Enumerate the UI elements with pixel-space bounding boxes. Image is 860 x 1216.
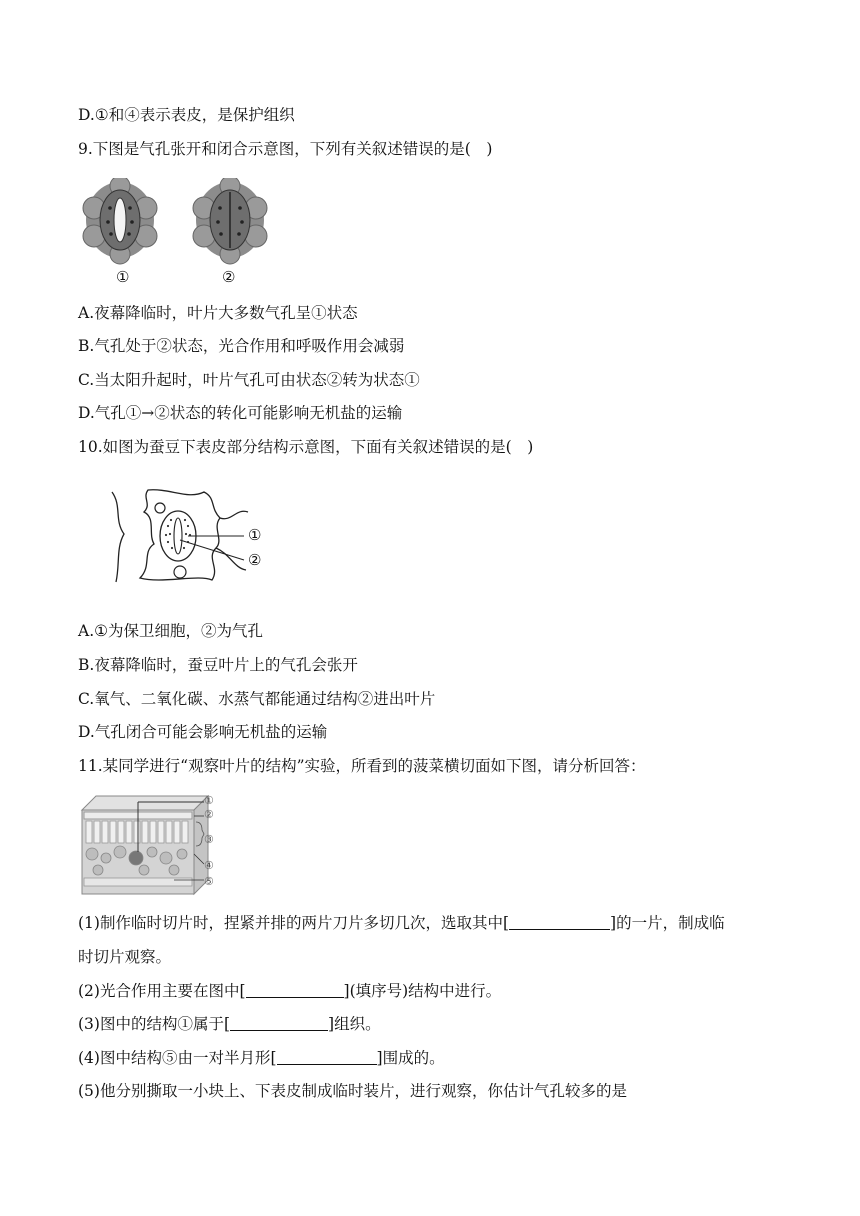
option-9b: B.气孔处于②状态，光合作用和呼吸作用会减弱 <box>78 337 405 355</box>
option-9d: D.气孔①→②状态的转化可能影响无机盐的运输 <box>78 404 403 422</box>
option-10a: A.①为保卫细胞，②为气孔 <box>78 622 264 640</box>
figure10-label-1: ① <box>248 526 262 544</box>
option-9a: A.夜幕降临时，叶片大多数气孔呈①状态 <box>78 304 358 322</box>
figure-leaf-cross-section <box>78 792 223 900</box>
stoma-closed-diagram <box>193 178 267 264</box>
figure11-label-2: ② <box>204 808 214 821</box>
answer-blank-4[interactable] <box>277 1049 377 1065</box>
stoma-open-diagram <box>83 178 157 264</box>
q11-1-prefix: (1)制作临时切片时，捏紧并排的两片刀片多切几次，选取其中[ <box>78 914 510 932</box>
figure11-label-1: ① <box>204 794 214 807</box>
option-10d: D.气孔闭合可能会影响无机盐的运输 <box>78 723 328 741</box>
answer-blank-3[interactable] <box>230 1015 328 1031</box>
q11-2-suffix: ](填序号)结构中进行。 <box>343 982 502 1000</box>
option-9c: C.当太阳升起时，叶片气孔可由状态②转为状态① <box>78 371 420 389</box>
question-11-part-4 <box>78 1047 445 1069</box>
question-11: 11.某同学进行“观察叶片的结构”实验，所看到的菠菜横切面如下图，请分析回答： <box>78 757 646 775</box>
figure-stomata-open-closed <box>80 178 280 288</box>
q11-1-suffix: ]的一片，制成临 <box>610 914 725 932</box>
option-d-text: D.①和④表示表皮，是保护组织 <box>78 106 295 124</box>
figure11-label-5: ⑤ <box>204 875 214 888</box>
question-11-part-2 <box>78 980 501 1002</box>
q11-4-suffix: ]围成的。 <box>376 1049 445 1067</box>
figure9-label-2: ② <box>222 268 236 286</box>
option-10b: B.夜幕降临时，蚕豆叶片上的气孔会张开 <box>78 656 358 674</box>
question-11-part-1-cont: 时切片观察。 <box>78 948 172 966</box>
figure10-label-2: ② <box>248 551 262 569</box>
figure9-label-1: ① <box>116 268 130 286</box>
question-11-part-5: (5)他分别撕取一小块上、下表皮制成临时装片，进行观察，你估计气孔较多的是 <box>78 1082 627 1100</box>
option-10c: C.氧气、二氧化碳、水蒸气都能通过结构②进出叶片 <box>78 690 436 708</box>
q11-2-prefix: (2)光合作用主要在图中[ <box>78 982 246 1000</box>
question-10: 10.如图为蚕豆下表皮部分结构示意图，下面有关叙述错误的是( ) <box>78 438 534 456</box>
figure11-label-4: ④ <box>204 859 214 872</box>
figure-bean-epidermis <box>108 488 268 586</box>
question-11-part-1 <box>78 912 725 934</box>
figure11-label-3: ③ <box>204 833 214 846</box>
q11-3-prefix: (3)图中的结构①属于[ <box>78 1015 231 1033</box>
answer-blank-2[interactable] <box>246 982 344 998</box>
q11-3-suffix: ]组织。 <box>328 1015 381 1033</box>
answer-blank-1[interactable] <box>509 914 610 930</box>
q11-4-prefix: (4)图中结构⑤由一对半月形[ <box>78 1049 277 1067</box>
question-9: 9.下图是气孔张开和闭合示意图，下列有关叙述错误的是( ) <box>78 140 493 158</box>
question-11-part-3 <box>78 1013 381 1035</box>
